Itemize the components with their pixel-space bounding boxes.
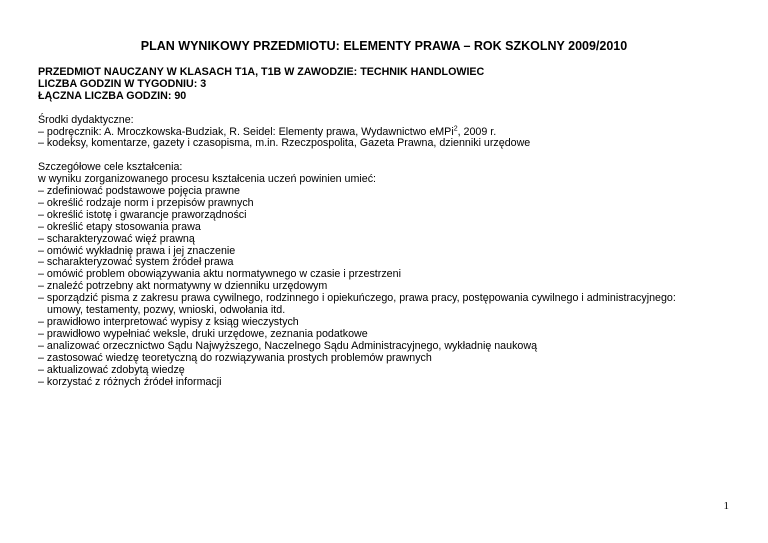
list-item: – sporządzić pisma z zakresu prawa cywilnego, rodzinnego i opiekuńczego, prawa pracy, postępowania cywilnego i administracyjnego:	[38, 292, 676, 305]
spacer	[38, 103, 738, 115]
document-body	[38, 67, 738, 388]
resources-heading: Środki dydaktyczne:	[38, 113, 134, 126]
list-item: – określić istotę i gwarancje praworządności	[38, 208, 247, 221]
list-item: – określić etapy stosowania prawa	[38, 220, 201, 233]
textbook-text: – podręcznik: A. Mroczkowska-Budziak, R. Seidel: Elementy prawa, Wydawnictwo eMPi	[38, 125, 454, 138]
header-subject-classes: PRZEDMIOT NAUCZANY W KLASACH T1A, T1B W ZAWODZIE: TECHNIK HANDLOWIEC	[38, 66, 485, 78]
goals-list	[38, 186, 738, 388]
list-item: – zastosować wiedzę teoretyczną do rozwiązywania prostych problemów prawnych	[38, 351, 432, 364]
header-total-hours: ŁĄCZNA LICZBA GODZIN: 90	[38, 89, 187, 102]
goals-intro: w wyniku zorganizowanego procesu kształcenia uczeń powinien umieć:	[38, 173, 377, 186]
list-item: – prawidłowo wypełniać weksle, druki urzędowe, zeznania podatkowe	[38, 327, 368, 340]
list-item: – omówić wykładnię prawa i jej znaczenie	[38, 244, 236, 257]
list-item: – określić rodzaje norm i przepisów prawnych	[38, 196, 254, 209]
list-item: – prawidłowo interpretować wypisy z ksiąg wieczystych	[38, 316, 299, 328]
list-item: – korzystać z różnych źródeł informacji	[38, 375, 222, 388]
list-item-continuation: umowy, testamenty, pozwy, wnioski, odwołania itd.	[47, 304, 286, 317]
list-item: – analizować orzecznictwo Sądu Najwyższego, Naczelnego Sądu Administracyjnego, wykładnię naukową	[38, 339, 538, 352]
textbook-year: , 2009 r.	[457, 125, 497, 138]
textbook-superscript: 2	[453, 124, 458, 132]
resources-other: – kodeksy, komentarze, gazety i czasopisma, m.in. Rzeczpospolita, Gazeta Prawna, dzienniki urzędowe	[38, 137, 531, 150]
document-title: PLAN WYNIKOWY PRZEDMIOTU: ELEMENTY PRAWA – ROK SZKOLNY 2009/2010	[140, 39, 628, 53]
list-item: – scharakteryzować system źródeł prawa	[38, 256, 234, 269]
list-item: – aktualizować zdobytą wiedzę	[38, 363, 185, 376]
list-item: – znaleźć potrzebny akt normatywny w dzienniku urzędowym	[38, 280, 328, 293]
page-number: 1	[723, 500, 729, 512]
list-item: – scharakteryzować więź prawną	[38, 232, 195, 245]
header-weekly-hours: LICZBA GODZIN W TYGODNIU: 3	[38, 77, 207, 90]
goals-heading: Szczegółowe cele kształcenia:	[38, 161, 183, 174]
list-item: – omówić problem obowiązywania aktu normatywnego w czasie i przestrzeni	[38, 268, 401, 281]
list-item: – zdefiniować podstawowe pojęcia prawne	[38, 185, 240, 198]
